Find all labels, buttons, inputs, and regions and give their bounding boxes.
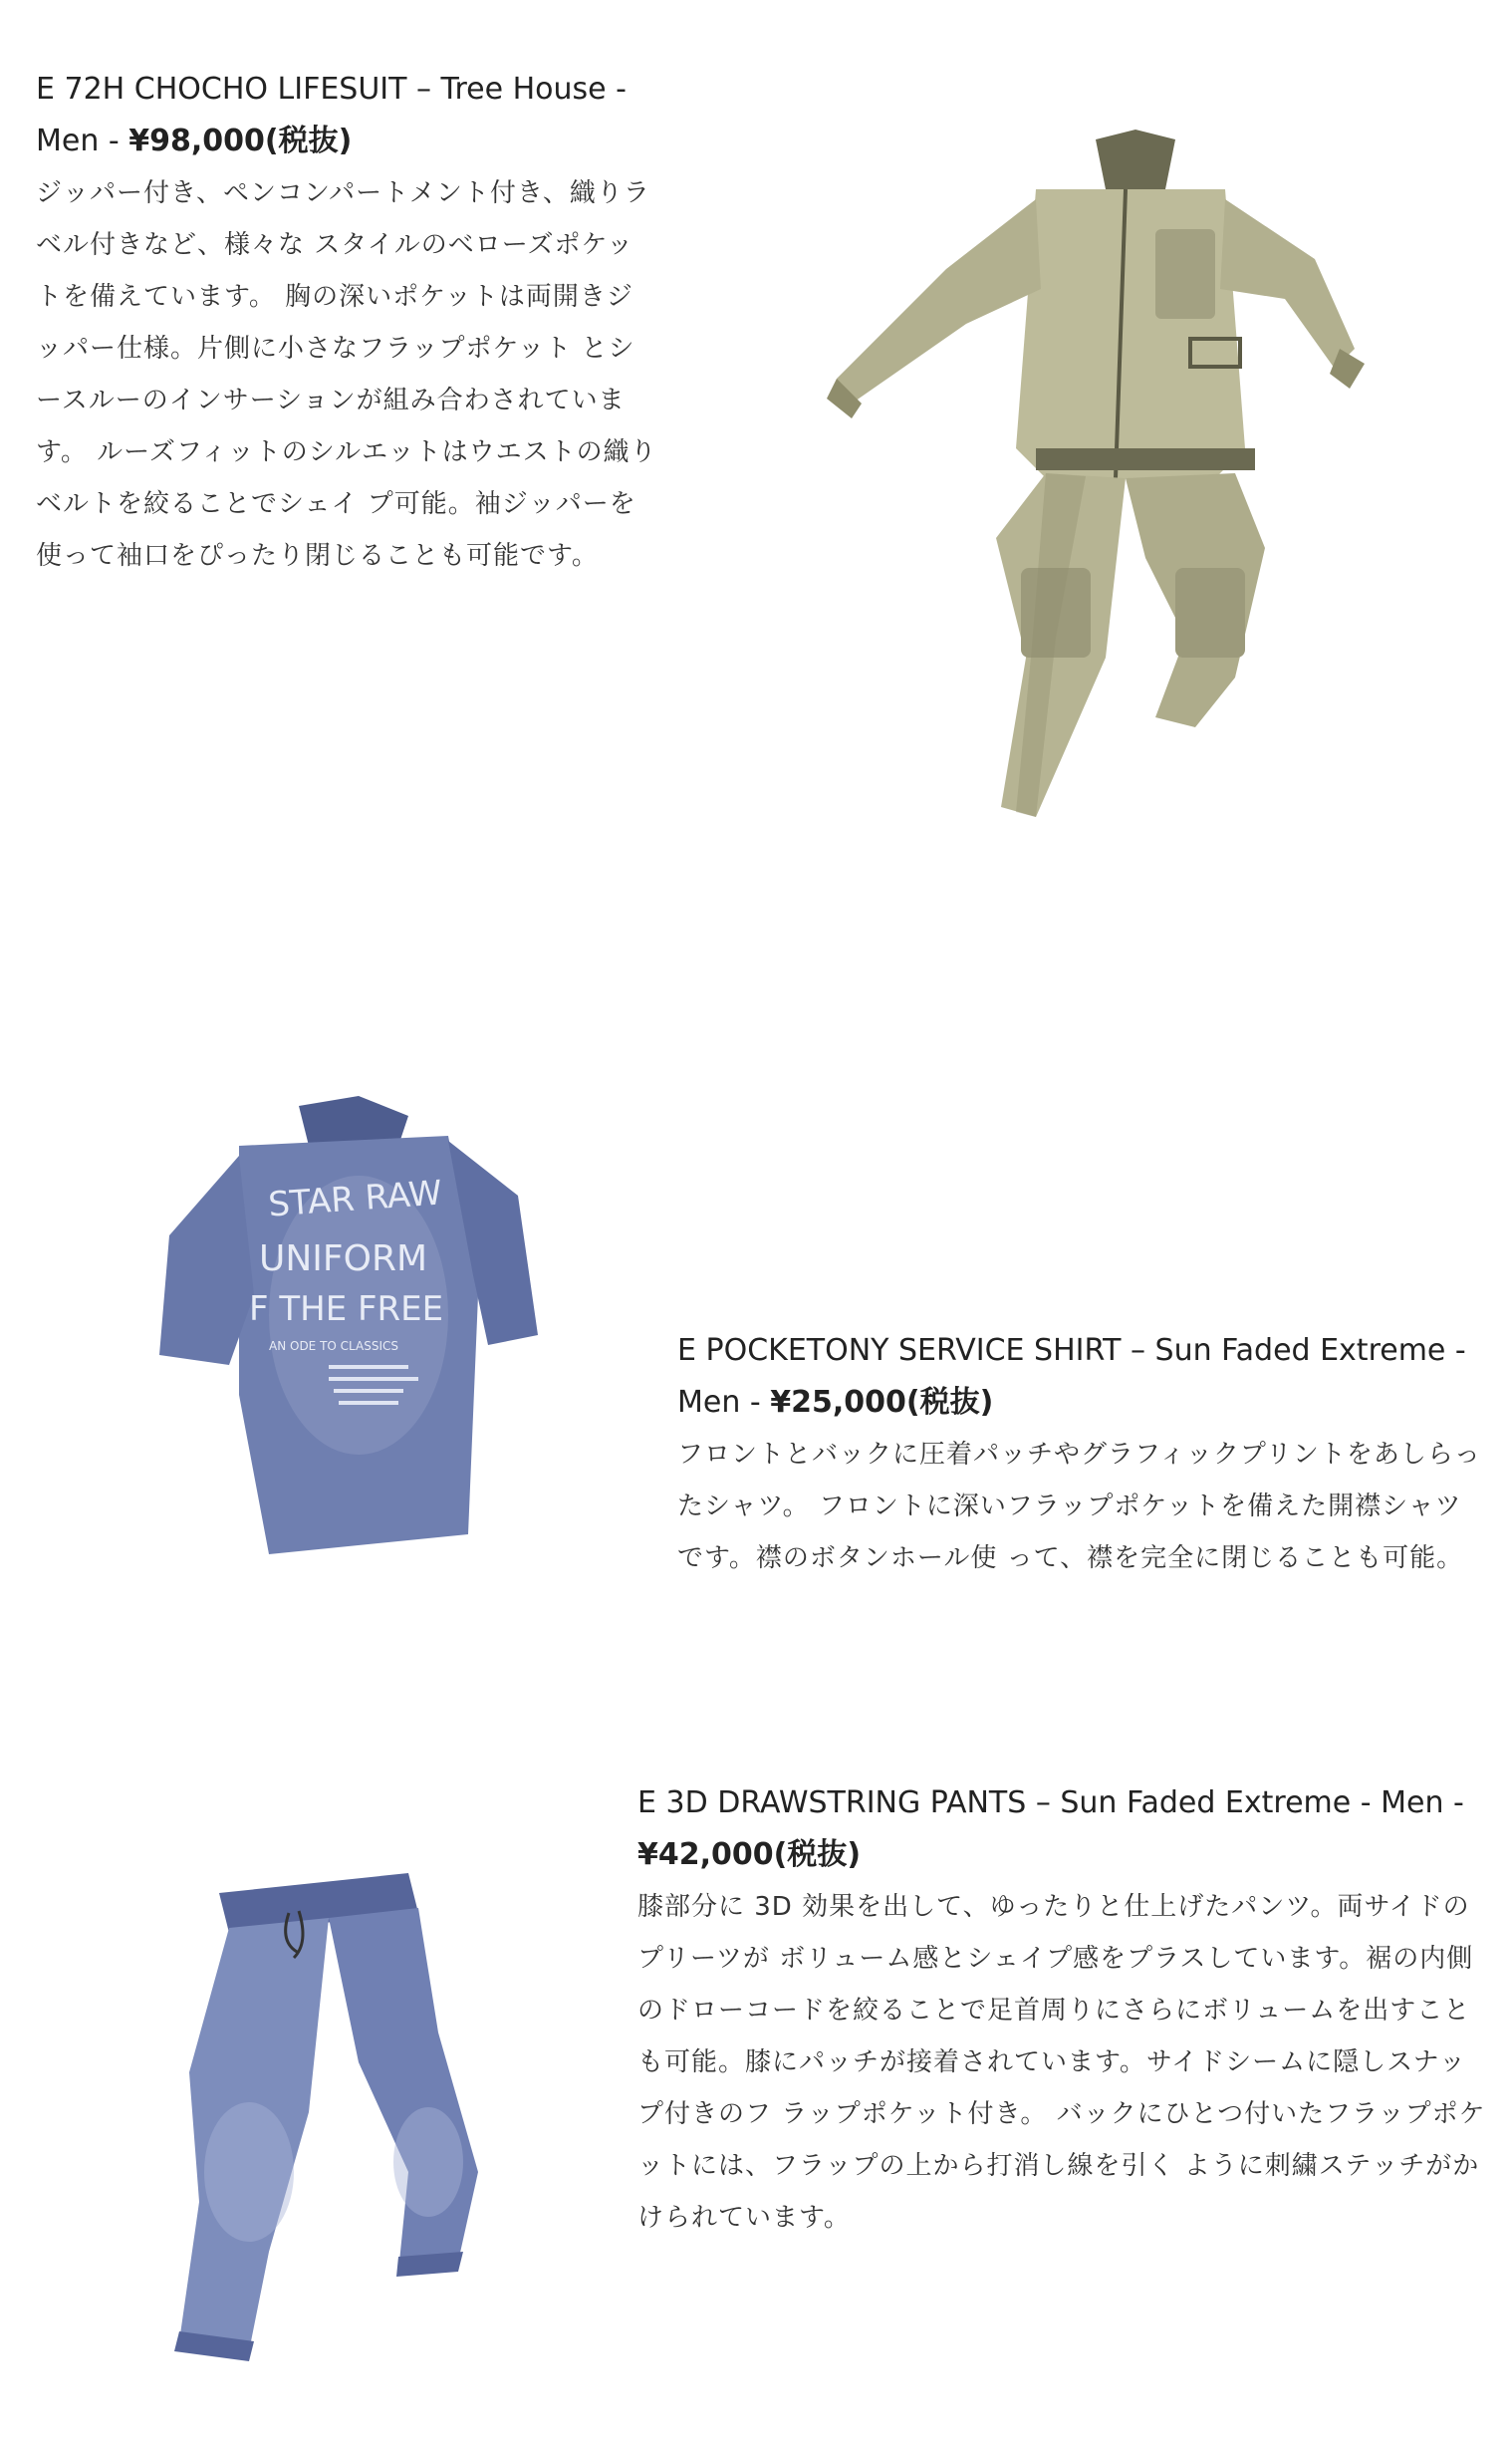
product-description: ジッパー付き、ペンコンパートメント付き、織りラベル付きなど、様々な スタイルのベローズポケットを備えています。 胸の深いポケットは両開きジッパー仕様。片側に小さなフラップポケット とシースルーのインサーションが組み合わされています。 ルーズフィットのシルエットはウエストの織りベルトを絞ることでシェイ プ可能。袖ジッパーを使って袖口をぴったり閉じることも可能です。 bbox=[36, 178, 657, 571]
product-item-lifesuit bbox=[36, 64, 659, 582]
product-price: ¥42,000(税抜) bbox=[637, 1837, 862, 1872]
product-description: 膝部分に 3D 効果を出して、ゆったりと仕上げたパンツ。両サイドのプリーツが ボリューム感とシェイプ感をプラスしています。裾の内側のドローコードを絞ることで足首周りにさらにボリュームを出すこと も可能。膝にパッチが接着されています。サイドシームに隠しスナップ付きのフ ラップポケット付き。 バックにひとつ付いたフラップポケットには、フラップの上から打消し線を引く ように刺繍ステッチがかけられています。 bbox=[637, 1892, 1486, 2233]
lifesuit-image bbox=[797, 120, 1434, 857]
shirt-image bbox=[149, 1096, 548, 1564]
right-leg bbox=[329, 1908, 478, 2272]
product-title: E POCKETONY SERVICE SHIRT – Sun Faded Extreme - Men - ¥25,000(税抜) bbox=[677, 1333, 1466, 1420]
product-title: E 3D DRAWSTRING PANTS – Sun Faded Extreme - Men - ¥42,000(税抜) bbox=[637, 1785, 1464, 1872]
shirt-print-line-3: F THE FREE bbox=[249, 1289, 444, 1329]
product-price: ¥25,000(税抜) bbox=[770, 1385, 994, 1420]
product-item-service-shirt bbox=[677, 1325, 1486, 1584]
pants-image bbox=[159, 1873, 498, 2371]
product-item-drawstring-pants bbox=[637, 1777, 1486, 2244]
shirt-print-line-2: UNIFORM bbox=[259, 1238, 428, 1279]
product-price: ¥98,000(税抜) bbox=[128, 124, 353, 158]
product-title: E 72H CHOCHO LIFESUIT – Tree House - Men - ¥98,000(税抜) bbox=[36, 72, 627, 158]
shirt-print-line-1: STAR RAW bbox=[267, 1173, 444, 1225]
shirt-print-line-4: AN ODE TO CLASSICS bbox=[269, 1339, 398, 1353]
product-description: フロントとバックに圧着パッチやグラフィックプリントをあしらったシャツ。 フロントに深いフラップポケットを備えた開襟シャツです。襟のボタンホール使 って、襟を完全に閉じることも可能。 bbox=[677, 1440, 1481, 1573]
